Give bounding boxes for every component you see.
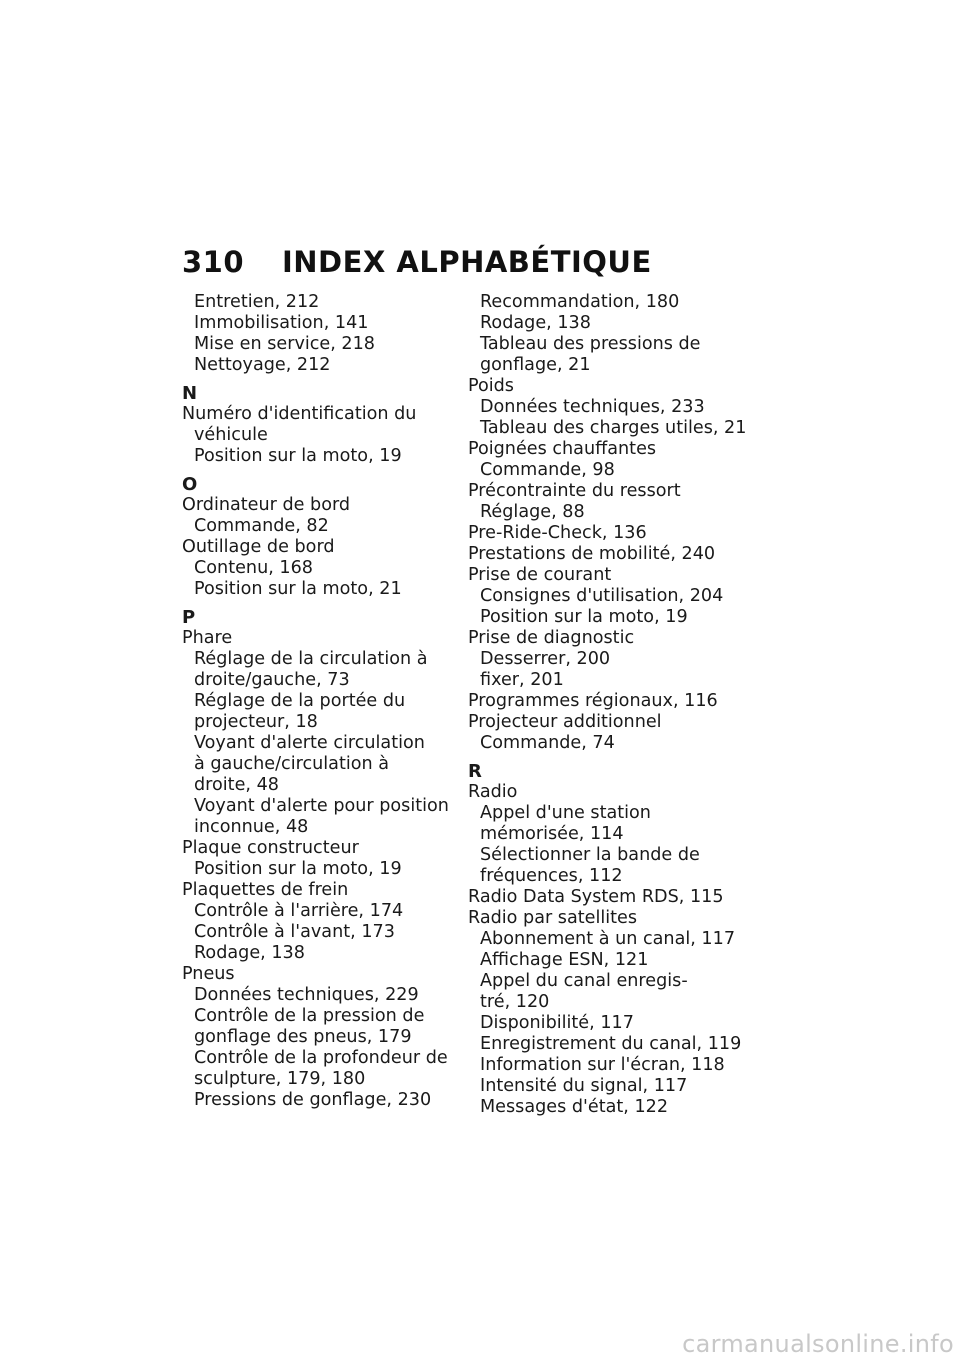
index-subentry: Enregistrement du canal, 119 (480, 1034, 742, 1054)
index-subentry: droite, 48 (194, 775, 279, 795)
index-subentry: Contrôle de la profondeur de (194, 1048, 448, 1068)
index-entry: Poids (468, 376, 514, 396)
index-entry: Projecteur additionnel (468, 712, 662, 732)
index-entry: Prise de diagnostic (468, 628, 635, 648)
index-entry: Radio Data System RDS, 115 (468, 887, 724, 907)
index-entry: Précontrainte du ressort (468, 481, 681, 501)
index-subentry: Position sur la moto, 19 (480, 607, 688, 627)
index-entry: Plaque constructeur (182, 838, 359, 858)
index-subentry: Contenu, 168 (194, 558, 313, 578)
index-subentry: Position sur la moto, 21 (194, 579, 402, 599)
index-subentry: véhicule (194, 425, 268, 445)
index-subentry: Données techniques, 233 (480, 397, 705, 417)
index-subentry: Voyant d'alerte circulation (194, 733, 425, 753)
index-subentry: Position sur la moto, 19 (194, 859, 402, 879)
index-subentry: Information sur l'écran, 118 (480, 1055, 725, 1075)
index-entry: Outillage de bord (182, 537, 335, 557)
index-subentry: Abonnement à un canal, 117 (480, 929, 736, 949)
index-subentry: Tableau des pressions de (480, 334, 701, 354)
index-letter-heading: O (182, 474, 198, 495)
index-subentry: Voyant d'alerte pour position (194, 796, 449, 816)
index-subentry: fixer, 201 (480, 670, 564, 690)
index-subentry: Commande, 98 (480, 460, 615, 480)
index-subentry: Sélectionner la bande de (480, 845, 700, 865)
index-subentry: Messages d'état, 122 (480, 1097, 669, 1117)
index-subentry: tré, 120 (480, 992, 550, 1012)
index-subentry: projecteur, 18 (194, 712, 318, 732)
index-subentry: Contrôle à l'arrière, 174 (194, 901, 404, 921)
index-letter-heading: N (182, 383, 198, 404)
index-entry: Ordinateur de bord (182, 495, 351, 515)
index-subentry: Appel du canal enregis- (480, 971, 688, 991)
index-subentry: à gauche/circulation à (194, 754, 390, 774)
index-subentry: gonflage des pneus, 179 (194, 1027, 412, 1047)
index-entry: Numéro d'identification du (182, 404, 417, 424)
index-subentry: fréquences, 112 (480, 866, 623, 886)
index-subentry: Desserrer, 200 (480, 649, 611, 669)
index-column-right (468, 292, 748, 1118)
index-subentry: Rodage, 138 (480, 313, 591, 333)
index-subentry: sculpture, 179, 180 (194, 1069, 366, 1089)
index-letter-heading: P (182, 607, 196, 628)
index-subentry: Tableau des charges utiles, 21 (480, 418, 747, 438)
index-subentry: Immobilisation, 141 (194, 313, 369, 333)
watermark: carmanualsonline.info (682, 1330, 954, 1358)
index-subentry: Consignes d'utilisation, 204 (480, 586, 724, 606)
index-entry: Prise de courant (468, 565, 612, 585)
index-subentry: Mise en service, 218 (194, 334, 376, 354)
index-entry: Radio par satellites (468, 908, 638, 928)
index-entry: Phare (182, 628, 233, 648)
index-subentry: gonflage, 21 (480, 355, 591, 375)
index-entry: Prestations de mobilité, 240 (468, 544, 716, 564)
index-subentry: Commande, 82 (194, 516, 329, 536)
index-subentry: Données techniques, 229 (194, 985, 419, 1005)
index-subentry: Rodage, 138 (194, 943, 305, 963)
index-subentry: Pressions de gonflage, 230 (194, 1090, 432, 1110)
index-subentry: Commande, 74 (480, 733, 615, 753)
index-subentry: Nettoyage, 212 (194, 355, 331, 375)
page-title: INDEX ALPHABÉTIQUE (282, 245, 652, 279)
index-subentry: Disponibilité, 117 (480, 1013, 634, 1033)
index-subentry: Appel d'une station (480, 803, 651, 823)
index-subentry: Contrôle à l'avant, 173 (194, 922, 395, 942)
index-subentry: Réglage de la circulation à (194, 649, 428, 669)
index-column-left (182, 292, 462, 1111)
index-letter-heading: R (468, 761, 482, 782)
page-number: 310 (182, 245, 245, 279)
index-entry: Poignées chauffantes (468, 439, 657, 459)
index-subentry: droite/gauche, 73 (194, 670, 350, 690)
index-subentry: Entretien, 212 (194, 292, 320, 312)
index-subentry: Position sur la moto, 19 (194, 446, 402, 466)
index-entry: Programmes régionaux, 116 (468, 691, 718, 711)
index-subentry: mémorisée, 114 (480, 824, 624, 844)
page-header (182, 245, 652, 279)
index-subentry: Réglage de la portée du (194, 691, 406, 711)
index-entry: Pre-Ride-Check, 136 (468, 523, 647, 543)
index-subentry: Recommandation, 180 (480, 292, 680, 312)
index-subentry: Contrôle de la pression de (194, 1006, 425, 1026)
index-subentry: Réglage, 88 (480, 502, 585, 522)
index-subentry: Intensité du signal, 117 (480, 1076, 688, 1096)
index-subentry: Affichage ESN, 121 (480, 950, 649, 970)
index-entry: Radio (468, 782, 518, 802)
index-entry: Pneus (182, 964, 235, 984)
index-entry: Plaquettes de frein (182, 880, 349, 900)
index-subentry: inconnue, 48 (194, 817, 309, 837)
